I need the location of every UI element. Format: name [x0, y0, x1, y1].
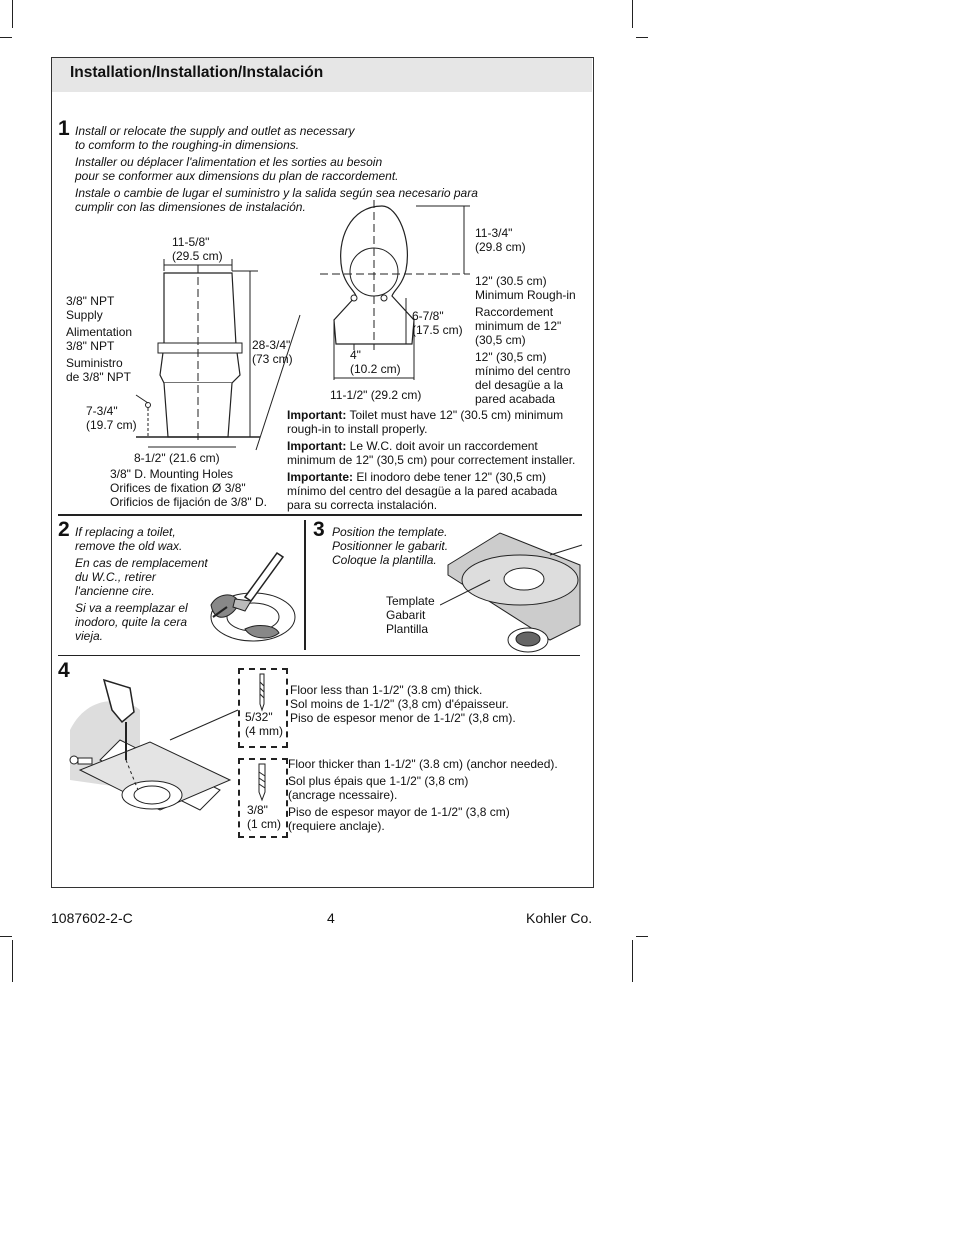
drill-bit-icon — [252, 762, 272, 802]
divider — [304, 520, 306, 650]
rough-in-label: 12" (30.5 cm) Minimum Rough-in Raccordement minimum de 12" (30,5 cm) 12" (30,5 cm) mínimo del centro del desagüe a la pared acabada — [475, 274, 576, 406]
step2-text: If replacing a toilet, remove the old wax. En cas de remplacement du W.C., retirer l'ancienne cire. Si va a reemplazar el inodoro, quite la cera vieja. — [75, 525, 208, 643]
bowl-length-label: 11-3/4" (29.8 cm) — [475, 226, 526, 254]
base-label: 8-1/2" (21.6 cm) — [134, 451, 220, 465]
step-number-3: 3 — [313, 518, 325, 541]
crop-mark — [636, 37, 648, 38]
height-label: 28-3/4" (73 cm) — [252, 338, 293, 366]
dim-4-label: 4" (10.2 cm) — [350, 348, 401, 376]
drill-bit-icon — [252, 672, 272, 712]
crop-mark — [0, 936, 12, 937]
step-number-4: 4 — [58, 659, 70, 682]
toilet-top-view-diagram — [320, 200, 480, 410]
drill-small-text: Floor less than 1-1/2" (3.8 cm) thick. Sol moins de 1-1/2" (3,8 cm) d'épaisseur. Piso de espesor menor de 1-1/2" (3,8 cm). — [290, 683, 516, 725]
step3-text: Position the template. Positionner le gabarit. Coloque la plantilla. — [332, 525, 449, 567]
footer-company: Kohler Co. — [526, 910, 593, 926]
crop-mark — [632, 0, 633, 28]
step-number-1: 1 — [58, 117, 70, 140]
crop-mark — [632, 940, 633, 982]
dim-11-1-2-label: 11-1/2" (29.2 cm) — [330, 388, 422, 402]
supply-label: 3/8" NPT Supply Alimentation 3/8" NPT Suministro de 3/8" NPT — [66, 294, 133, 384]
width-label: 11-5/8" (29.5 cm) — [172, 235, 223, 263]
step1-text: Install or relocate the supply and outlet as necessary to comform to the roughing-in dimensions. Installer ou déplacer l'alimentation et les sorties au besoin pour se conformer aux dimensions du plan de raccordement. Instale o cambie de lugar el suministro y la salida según sea necesario para cumplir con las dimensiones de instalación. — [75, 124, 478, 214]
footer-doc-number: 1087602-2-C — [51, 910, 133, 926]
section-title: Installation/Installation/Instalación — [70, 64, 324, 81]
step-number-2: 2 — [58, 518, 70, 541]
template-label: Template Gabarit Plantilla — [386, 594, 435, 636]
crop-mark — [12, 940, 13, 982]
important-notes: Important: Toilet must have 12" (30.5 cm) minimum rough-in to install properly. Important: Le W.C. doit avoir un raccordement minimum de 12" (30,5 cm) pour correctement installer. Importante: El inodoro debe tener 12" (30,5 cm) mínimo del centro del desagüe a la pared acabada para su correcta instalación. — [287, 408, 576, 512]
divider — [58, 655, 580, 656]
drill-large-text: Floor thicker than 1-1/2" (3.8 cm) (anchor needed). Sol plus épais que 1-1/2" (3,8 cm) (ancrage ncessaire). Piso de espesor mayor de 1-1/2" (3,8 cm) (requiere anclaje). — [288, 757, 558, 833]
crop-mark — [0, 37, 12, 38]
drilling-illustration — [60, 670, 240, 840]
footer-page-number: 4 — [327, 910, 335, 926]
template-illustration — [440, 525, 585, 655]
crop-mark — [12, 0, 13, 28]
drill-large-size: 3/8" (1 cm) — [247, 803, 281, 831]
wax-removal-illustration — [205, 545, 300, 645]
section-header — [52, 58, 592, 92]
supply-height-label: 7-3/4" (19.7 cm) — [86, 404, 137, 432]
crop-mark — [636, 936, 648, 937]
holes-label: 3/8" D. Mounting Holes Orifices de fixation Ø 3/8" Orificios de fijación de 3/8" D. — [110, 467, 267, 509]
divider — [58, 514, 582, 516]
drill-small-size: 5/32" (4 mm) — [245, 710, 283, 738]
dim-6-7-8-label: 6-7/8" (17.5 cm) — [412, 309, 463, 337]
